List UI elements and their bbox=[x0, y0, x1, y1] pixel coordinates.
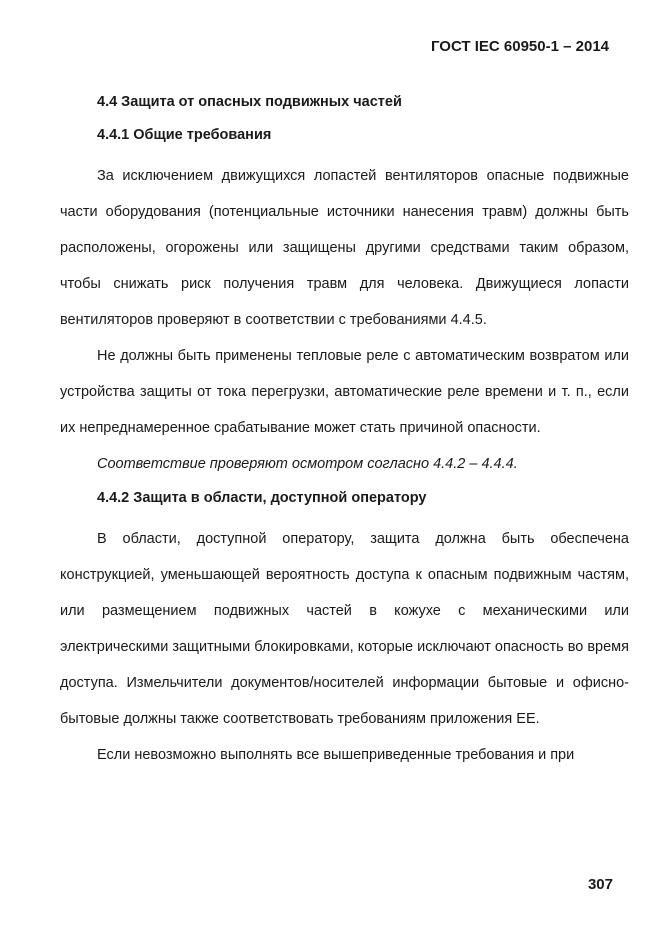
section-heading-4-4-2: 4.4.2 Защита в области, доступной оператору bbox=[97, 490, 427, 506]
paragraph: За исключением движущихся лопастей вентиляторов опасные подвижные части оборудования (потенциальные источники нанесения травм) должны быть расположены, огорожены или защищены другими средствами таким образом, чтобы снижать риск получения травм для человека. Движущиеся лопасти вентиляторов проверяют в соответствии с требованиями 4.4.5. bbox=[60, 168, 629, 328]
document-body bbox=[60, 92, 629, 773]
paragraph: В области, доступной оператору, защита должна быть обеспечена конструкцией, уменьшающей вероятность доступа к опасным подвижным частям, или размещением подвижных частей в кожухе с механическими или электрическими защитными блокировками, которые исключают опасность во время доступа. Измельчители документов/носителей информации бытовые и офисно-бытовые должны также соответствовать требованиям приложения ЕЕ. bbox=[60, 531, 629, 727]
document-code: ГОСТ IEC 60950-1 – 2014 bbox=[430, 38, 609, 55]
compliance-note: Соответствие проверяют осмотром согласно 4.4.2 – 4.4.4. bbox=[97, 456, 518, 472]
page-number: 307 bbox=[587, 876, 613, 893]
paragraph: Не должны быть применены тепловые реле с автоматическим возвратом или устройства защиты от тока перегрузки, автоматические реле времени и т. п., если их непреднамеренное срабатывание может стать причиной опасности. bbox=[60, 348, 629, 436]
paragraph: Если невозможно выполнять все вышеприведенные требования и при bbox=[97, 747, 575, 763]
section-heading-4-4-1: 4.4.1 Общие требования bbox=[97, 127, 272, 143]
section-heading-4-4: 4.4 Защита от опасных подвижных частей bbox=[97, 94, 402, 110]
